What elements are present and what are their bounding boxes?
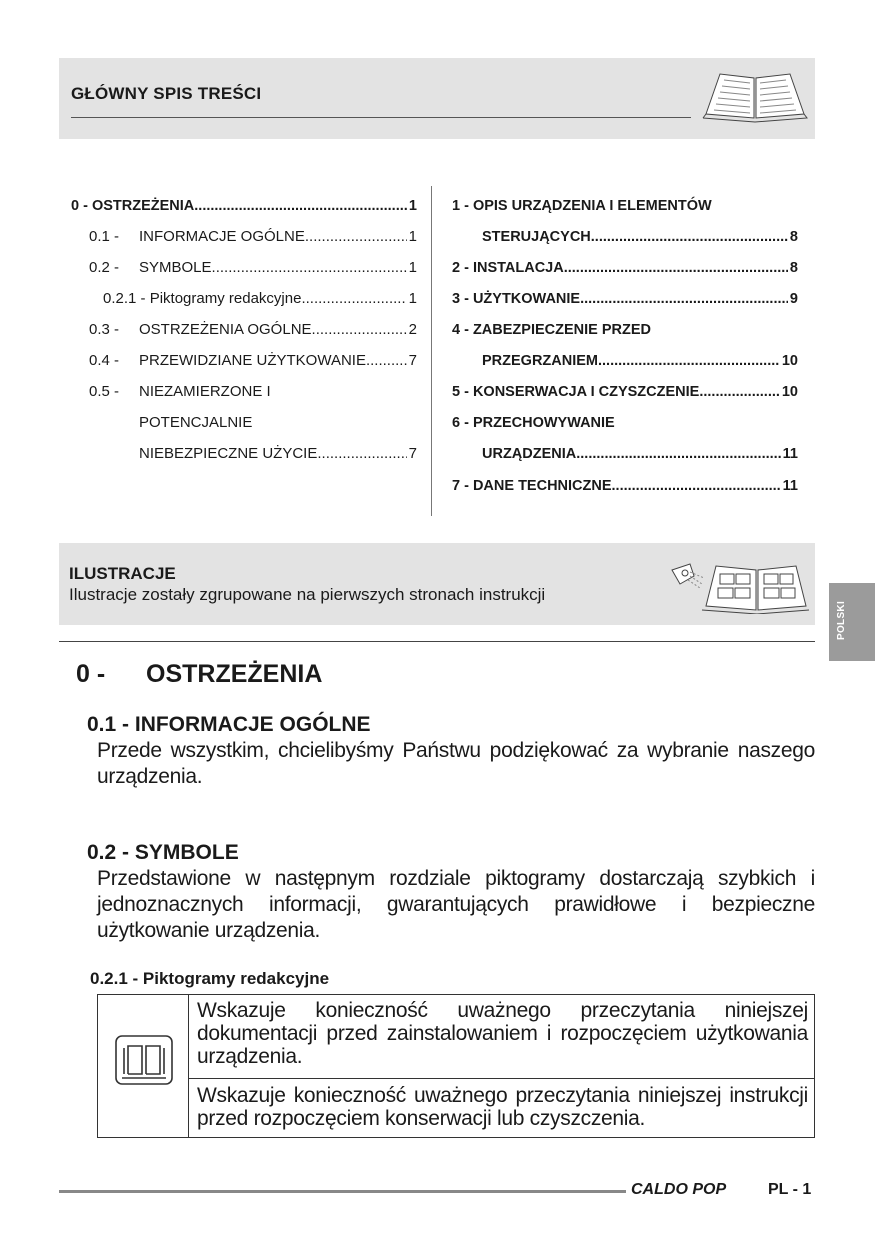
toc-entry-page: 11 <box>782 446 798 462</box>
toc-entry-number: 2 - <box>452 260 473 276</box>
subsection-title-symbols: 0.2 - SYMBOLE <box>87 841 239 864</box>
toc-entry-label: UŻYTKOWANIE <box>472 291 581 307</box>
toc-entry-label: NIEBEZPIECZNE UŻYCIE <box>139 445 318 462</box>
toc-entry[interactable] <box>452 444 798 464</box>
toc-title-rule <box>71 117 691 118</box>
toc-entry-label: OSTRZEŻENIA OGÓLNE <box>139 321 312 338</box>
toc-entry-page: 8 <box>789 260 798 276</box>
toc-entry-page: 1 <box>408 198 417 214</box>
toc-entry-number: 0.2 - <box>89 259 124 276</box>
toc-entry[interactable] <box>71 320 417 340</box>
illustrations-title: ILUSTRACJE <box>69 564 176 583</box>
toc-entry-page: 10 <box>781 384 798 400</box>
toc-entry-number: 4 - <box>452 322 473 338</box>
toc-leader-dots <box>591 227 788 247</box>
toc-entry-label: NIEZAMIERZONE I <box>139 383 271 400</box>
open-book-icon <box>700 66 810 124</box>
toc-leader-dots <box>564 258 788 278</box>
toc-entry[interactable] <box>452 382 798 402</box>
toc-entry[interactable] <box>452 289 798 309</box>
toc-entry-label: SYMBOLE <box>139 259 212 276</box>
toc-leader-dots <box>212 258 407 278</box>
toc-entry[interactable] <box>71 413 417 433</box>
footer-rule <box>59 1190 626 1193</box>
toc-leader-dots <box>366 351 407 371</box>
toc-entry-label: OPIS URZĄDZENIA I ELEMENTÓW <box>472 198 712 214</box>
toc-entry-label: ZABEZPIECZENIE PRZED <box>472 322 651 338</box>
section-title: OSTRZEŻENIA <box>146 660 323 688</box>
toc-leader-dots <box>576 444 780 464</box>
toc-entry-number: 0.3 - <box>89 321 124 338</box>
toc-entry-number: 0.4 - <box>89 352 124 369</box>
toc-entry[interactable] <box>452 351 798 371</box>
toc-entry-label: INFORMACJE OGÓLNE <box>139 228 305 245</box>
toc-entry-number: 0 - <box>71 198 92 214</box>
toc-leader-dots <box>305 227 407 247</box>
toc-entry-label: POTENCJALNIE <box>139 414 253 431</box>
toc-entry-number: 0.5 - <box>89 383 124 400</box>
toc-entry-label: Piktogramy redakcyjne <box>149 290 302 307</box>
toc-entry[interactable] <box>452 476 798 496</box>
read-manual-icon <box>114 1034 174 1086</box>
pictogram-description: Wskazuje konieczność uważnego przeczytania niniejszej dokumentacji przed zainstalowaniem i rozpoczęciem użytkowania urządzenia. <box>197 999 808 1068</box>
illustrations-text: Ilustracje zostały zgrupowane na pierwszych stronach instrukcji <box>69 585 546 604</box>
toc-leader-dots <box>312 320 407 340</box>
toc-entry-page: 10 <box>781 353 798 369</box>
language-side-tab-label: POLSKI <box>836 600 847 640</box>
toc-entry-number: 5 - <box>452 384 473 400</box>
subsection-title-pictograms: 0.2.1 - Piktogramy redakcyjne <box>90 969 330 988</box>
toc-entry-label: KONSERWACJA I CZYSZCZENIE <box>472 384 700 400</box>
toc-entry-label: DANE TECHNICZNE <box>472 478 612 494</box>
toc-leader-dots <box>317 444 406 464</box>
toc-entry-label: OSTRZEŻENIA <box>91 198 195 214</box>
toc-entry[interactable] <box>71 382 417 402</box>
pictogram-description: Wskazuje konieczność uważnego przeczytania niniejszej instrukcji przed rozpoczęciem konserwacji lub czyszczenia. <box>197 1084 808 1130</box>
subsection-text-symbols: Przedstawione w następnym rozdziale piktogramy dostarczają szybkich i jednoznacznych informacji, gwarantujących prawidłowe i bezpieczne użytkowanie urządzenia. <box>97 867 815 942</box>
toc-entry-label: PRZEGRZANIEM <box>482 353 598 369</box>
toc-column-divider <box>431 186 432 516</box>
toc-entry[interactable] <box>71 258 417 278</box>
toc-entry-page: 7 <box>408 445 417 462</box>
toc-entry-page: 8 <box>789 229 798 245</box>
toc-entry-number: 1 - <box>452 198 473 214</box>
toc-leader-dots <box>699 382 780 402</box>
toc-entry[interactable] <box>71 227 417 247</box>
toc-title: GŁÓWNY SPIS TREŚCI <box>71 84 262 103</box>
toc-leader-dots <box>194 196 407 216</box>
toc-entry-label: PRZECHOWYWANIE <box>472 415 615 431</box>
toc-entry-page: 11 <box>782 478 798 494</box>
toc-entry-number: 7 - <box>452 478 473 494</box>
toc-entry[interactable] <box>71 289 417 309</box>
toc-entry[interactable] <box>452 320 798 340</box>
toc-entry-number: 0.2.1 - <box>103 290 150 307</box>
toc-entry-number: 3 - <box>452 291 473 307</box>
illustrated-book-icon <box>668 558 811 614</box>
footer-page-number: PL - 1 <box>768 1181 812 1198</box>
toc-entry-page: 1 <box>408 290 417 307</box>
pictogram-row-separator <box>189 1078 814 1079</box>
toc-entry[interactable] <box>71 444 417 464</box>
toc-entry-label: STERUJĄCYCH <box>482 229 591 245</box>
subsection-text-general-info: Przede wszystkim, chcielibyśmy Państwu podziękować za wybranie naszego urządzenia. <box>97 739 815 788</box>
toc-entry-label: INSTALACJA <box>472 260 564 276</box>
toc-leader-dots <box>612 476 781 496</box>
toc-entry[interactable] <box>452 258 798 278</box>
toc-entry[interactable] <box>71 351 417 371</box>
toc-leader-dots <box>580 289 788 309</box>
toc-leader-dots <box>598 351 780 371</box>
toc-entry-label: PRZEWIDZIANE UŻYTKOWANIE <box>139 352 366 369</box>
toc-entry[interactable] <box>452 196 798 216</box>
toc-entry-label: URZĄDZENIA <box>482 446 577 462</box>
footer-product-name: CALDO POP <box>631 1181 727 1198</box>
toc-entry[interactable] <box>452 413 798 433</box>
toc-entry-number: 0.1 - <box>89 228 124 245</box>
toc-entry-page: 1 <box>408 259 417 276</box>
toc-entry-page: 2 <box>408 321 417 338</box>
toc-entry-number: 6 - <box>452 415 473 431</box>
toc-entry[interactable] <box>452 227 798 247</box>
toc-entry-page: 1 <box>408 228 417 245</box>
subsection-title-general-info: 0.1 - INFORMACJE OGÓLNE <box>87 713 371 736</box>
toc-leader-dots <box>301 289 406 309</box>
toc-entry-page: 7 <box>408 352 417 369</box>
toc-entry[interactable] <box>71 196 417 216</box>
section-number: 0 - <box>76 660 106 688</box>
section-rule <box>59 641 815 642</box>
toc-entry-page: 9 <box>789 291 798 307</box>
